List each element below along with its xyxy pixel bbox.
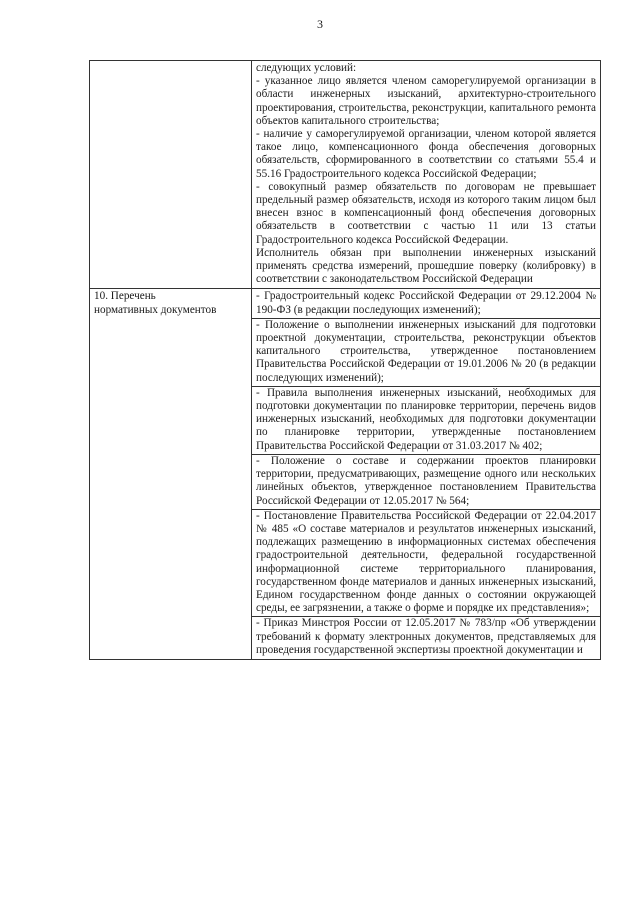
row-content-cell [252,289,601,659]
list-item: - Постановление Правительства Российской Федерации от 22.04.2017 № 485 «О составе материалов и результатов инженерных изысканий, подлежащих размещению в информационных системах обеспечения градостроительной деятельности, федеральной государственной информационной системе территориального планирования, государственном фонде материалов и данных инженерных изысканий, Едином государственном фонде данных о состоянии окружающей среды, ее загрязнении, а также о форме и порядке их представления»; [252,509,600,616]
paragraph: Исполнитель обязан при выполнении инженерных изысканий применять средства измерений, прошедшие поверку (колибровку) в соответствии с законодательством Российской Федерации [256,246,596,286]
row-content-cell [252,61,601,289]
paragraph: - наличие у саморегулируемой организации, членом которой является такое лицо, компенсационного фонда обеспечения договорных обязательств, сформированного в соответствии со статьями 55.4 и 55.16 Градостроительного кодекса Российской Федерации; [256,128,596,180]
paragraph: - совокупный размер обязательств по договорам не превышает предельный размер обязательств, исходя из которого таким лицом был внесен взнос в компенсационный фонд обеспечения договорных обязательств в соответствии с частью 11 или 13 статьи Градостроительного кодекса Российской Федерации. [256,180,596,246]
table-row [90,61,601,289]
page-number: 3 [317,17,323,31]
paragraph: - указанное лицо является членом саморегулируемой организации в области инженерных изысканий, архитектурно-строительного проектирования, строительства, реконструкции, капитального ремонта объектов капитального строительства; [256,75,596,127]
list-item: - Приказ Минстроя России от 12.05.2017 № 783/пр «Об утверждении требований к формату электронных документов, представляемых для проведения государственной экспертизы проектной документации и [252,616,600,657]
list-item: - Правила выполнения инженерных изысканий, необходимых для подготовки документации по планировке территории, перечень видов инженерных изысканий, необходимых для подготовки документации по планировке территории, утвержденные постановлением Правительства Российской Федерации от 31.03.2017 № 402; [252,386,600,453]
list-item: - Положение о составе и содержании проектов планировки территории, предусматривающих, размещение одного или нескольких линейных объектов, утвержденное постановлением Правительства Российской Федерации от 12.05.2017 № 564; [252,454,600,508]
paragraph: следующих условий: [256,62,357,74]
row-label-line: нормативных документов [94,303,217,316]
row-label-cell [90,61,252,289]
row-label-cell [90,289,252,659]
row-label-line: 10. Перечень [94,290,156,303]
requirements-table [89,60,601,660]
list-item: - Положение о выполнении инженерных изысканий для подготовки проектной документации, строительства, реконструкции объектов капитального строительства, утвержденное постановлением Правительства Российской Федерации от 19.01.2006 № 20 (в редакции последующих изменений); [252,318,600,385]
table-row [90,289,601,659]
list-item: - Градостроительный кодекс Российской Федерации от 29.12.2004 № 190-ФЗ (в редакции последующих изменений); [256,290,596,316]
